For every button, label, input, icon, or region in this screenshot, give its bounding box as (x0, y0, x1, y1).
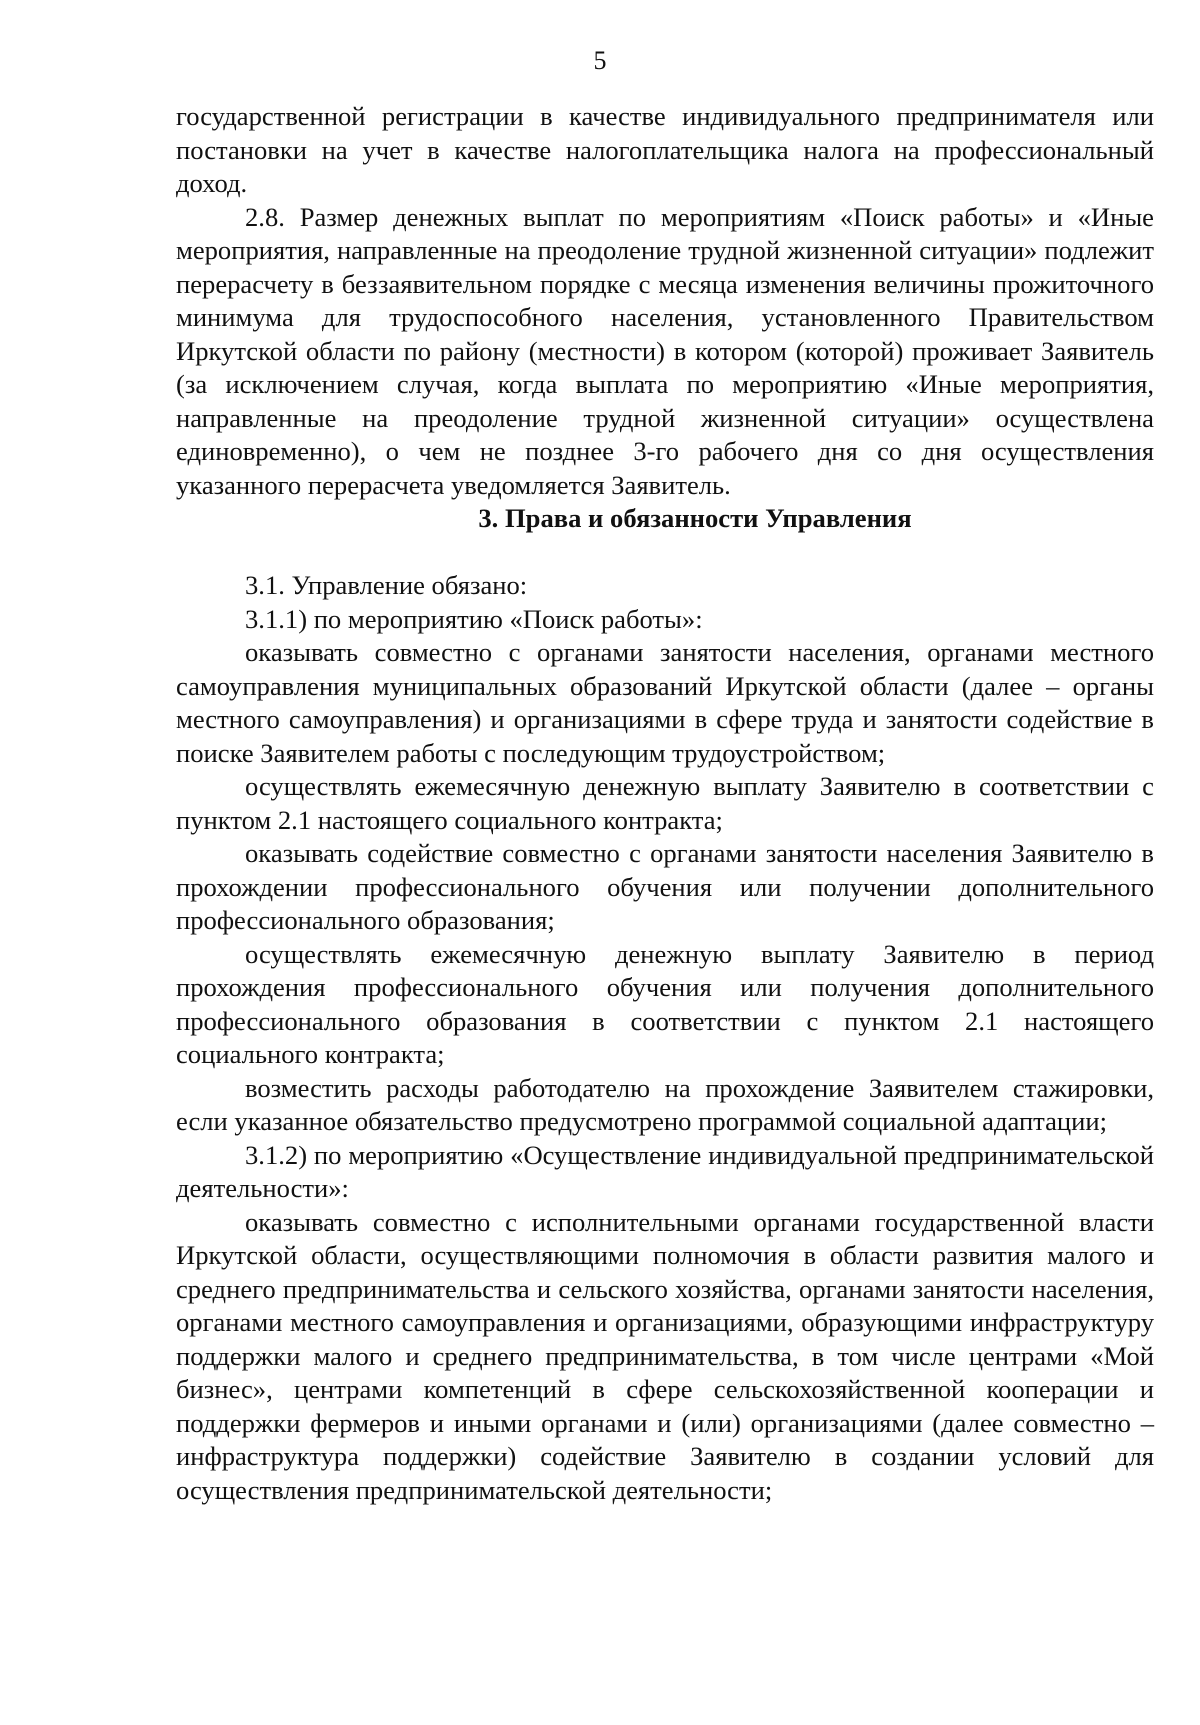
section-heading: 3. Права и обязанности Управления (478, 503, 912, 533)
document-body (176, 100, 1154, 1507)
page-number: 5 (593, 46, 607, 75)
paragraph-registration-continuation: государственной регистрации в качестве индивидуального предпринимателя или постановки на учет в качестве налогоплательщика налога на профессиональный доход. (176, 101, 1154, 198)
paragraph-internship-reimbursement: возместить расходы работодателю на прохождение Заявителем стажировки, если указанное обязательство предусмотрено программой социальной адаптации; (176, 1072, 1154, 1136)
paragraph-training-payment: осуществлять ежемесячную денежную выплату Заявителю в период прохождения профессионального обучения или получения дополнительного профессионального образования в соответствии с пунктом 2.1 настоящего социального контракта; (176, 938, 1154, 1069)
paragraph-training-assistance: оказывать содействие совместно с органами занятости населения Заявителю в прохождении профессионального обучения или получении дополнительного профессионального образования; (176, 838, 1154, 935)
paragraph-business-support: оказывать совместно с исполнительными органами государственной власти Иркутской области, осуществляющими полномочия в области развития малого и среднего предпринимательства и сельского хозяйства, органами занятости населения, органами местного самоуправления и организациями, образующими инфраструктуру поддержки малого и среднего предпринимательства, в том числе центрами «Мой бизнес», центрами компетенций в сфере сельскохозяйственной кооперации и поддержки фермеров и иными органами и (или) организациями (далее совместно – инфраструктура поддержки) содействие Заявителю в создании условий для осуществления предпринимательской деятельности; (176, 1206, 1154, 1505)
paragraph-3-1-1: 3.1.1) по мероприятию «Поиск работы»: (245, 603, 703, 634)
heading-spacer (176, 536, 1154, 570)
paragraph-3-1: 3.1. Управление обязано: (245, 570, 528, 600)
paragraph-job-search-assistance: оказывать совместно с органами занятости населения, органами местного самоуправления муниципальных образований Иркутской области (далее – органы местного самоуправления) и организациями в сфере труда и занятости содействие в поиске Заявителем работы с последующим трудоустройством; (176, 637, 1154, 768)
paragraph-3-1-2: 3.1.2) по мероприятию «Осуществление индивидуальной предпринимательской деятельности»: (176, 1139, 1154, 1203)
paragraph-2-8: 2.8. Размер денежных выплат по мероприятиям «Поиск работы» и «Иные мероприятия, направленные на преодоление трудной жизненной ситуации» подлежит перерасчету в беззаявительном порядке с месяца изменения величины прожиточного минимума для трудоспособного населения, установленного Правительством Иркутской области по району (местности) в котором (которой) проживает Заявитель (за исключением случая, когда выплата по мероприятию «Иные мероприятия, направленные на преодоление трудной жизненной ситуации» осуществлена единовременно), о чем не позднее 3-го рабочего дня со дня осуществления указанного перерасчета уведомляется Заявитель. (176, 201, 1154, 500)
paragraph-monthly-payment: осуществлять ежемесячную денежную выплату Заявителю в соответствии с пунктом 2.1 настоящего социального контракта; (176, 771, 1154, 835)
